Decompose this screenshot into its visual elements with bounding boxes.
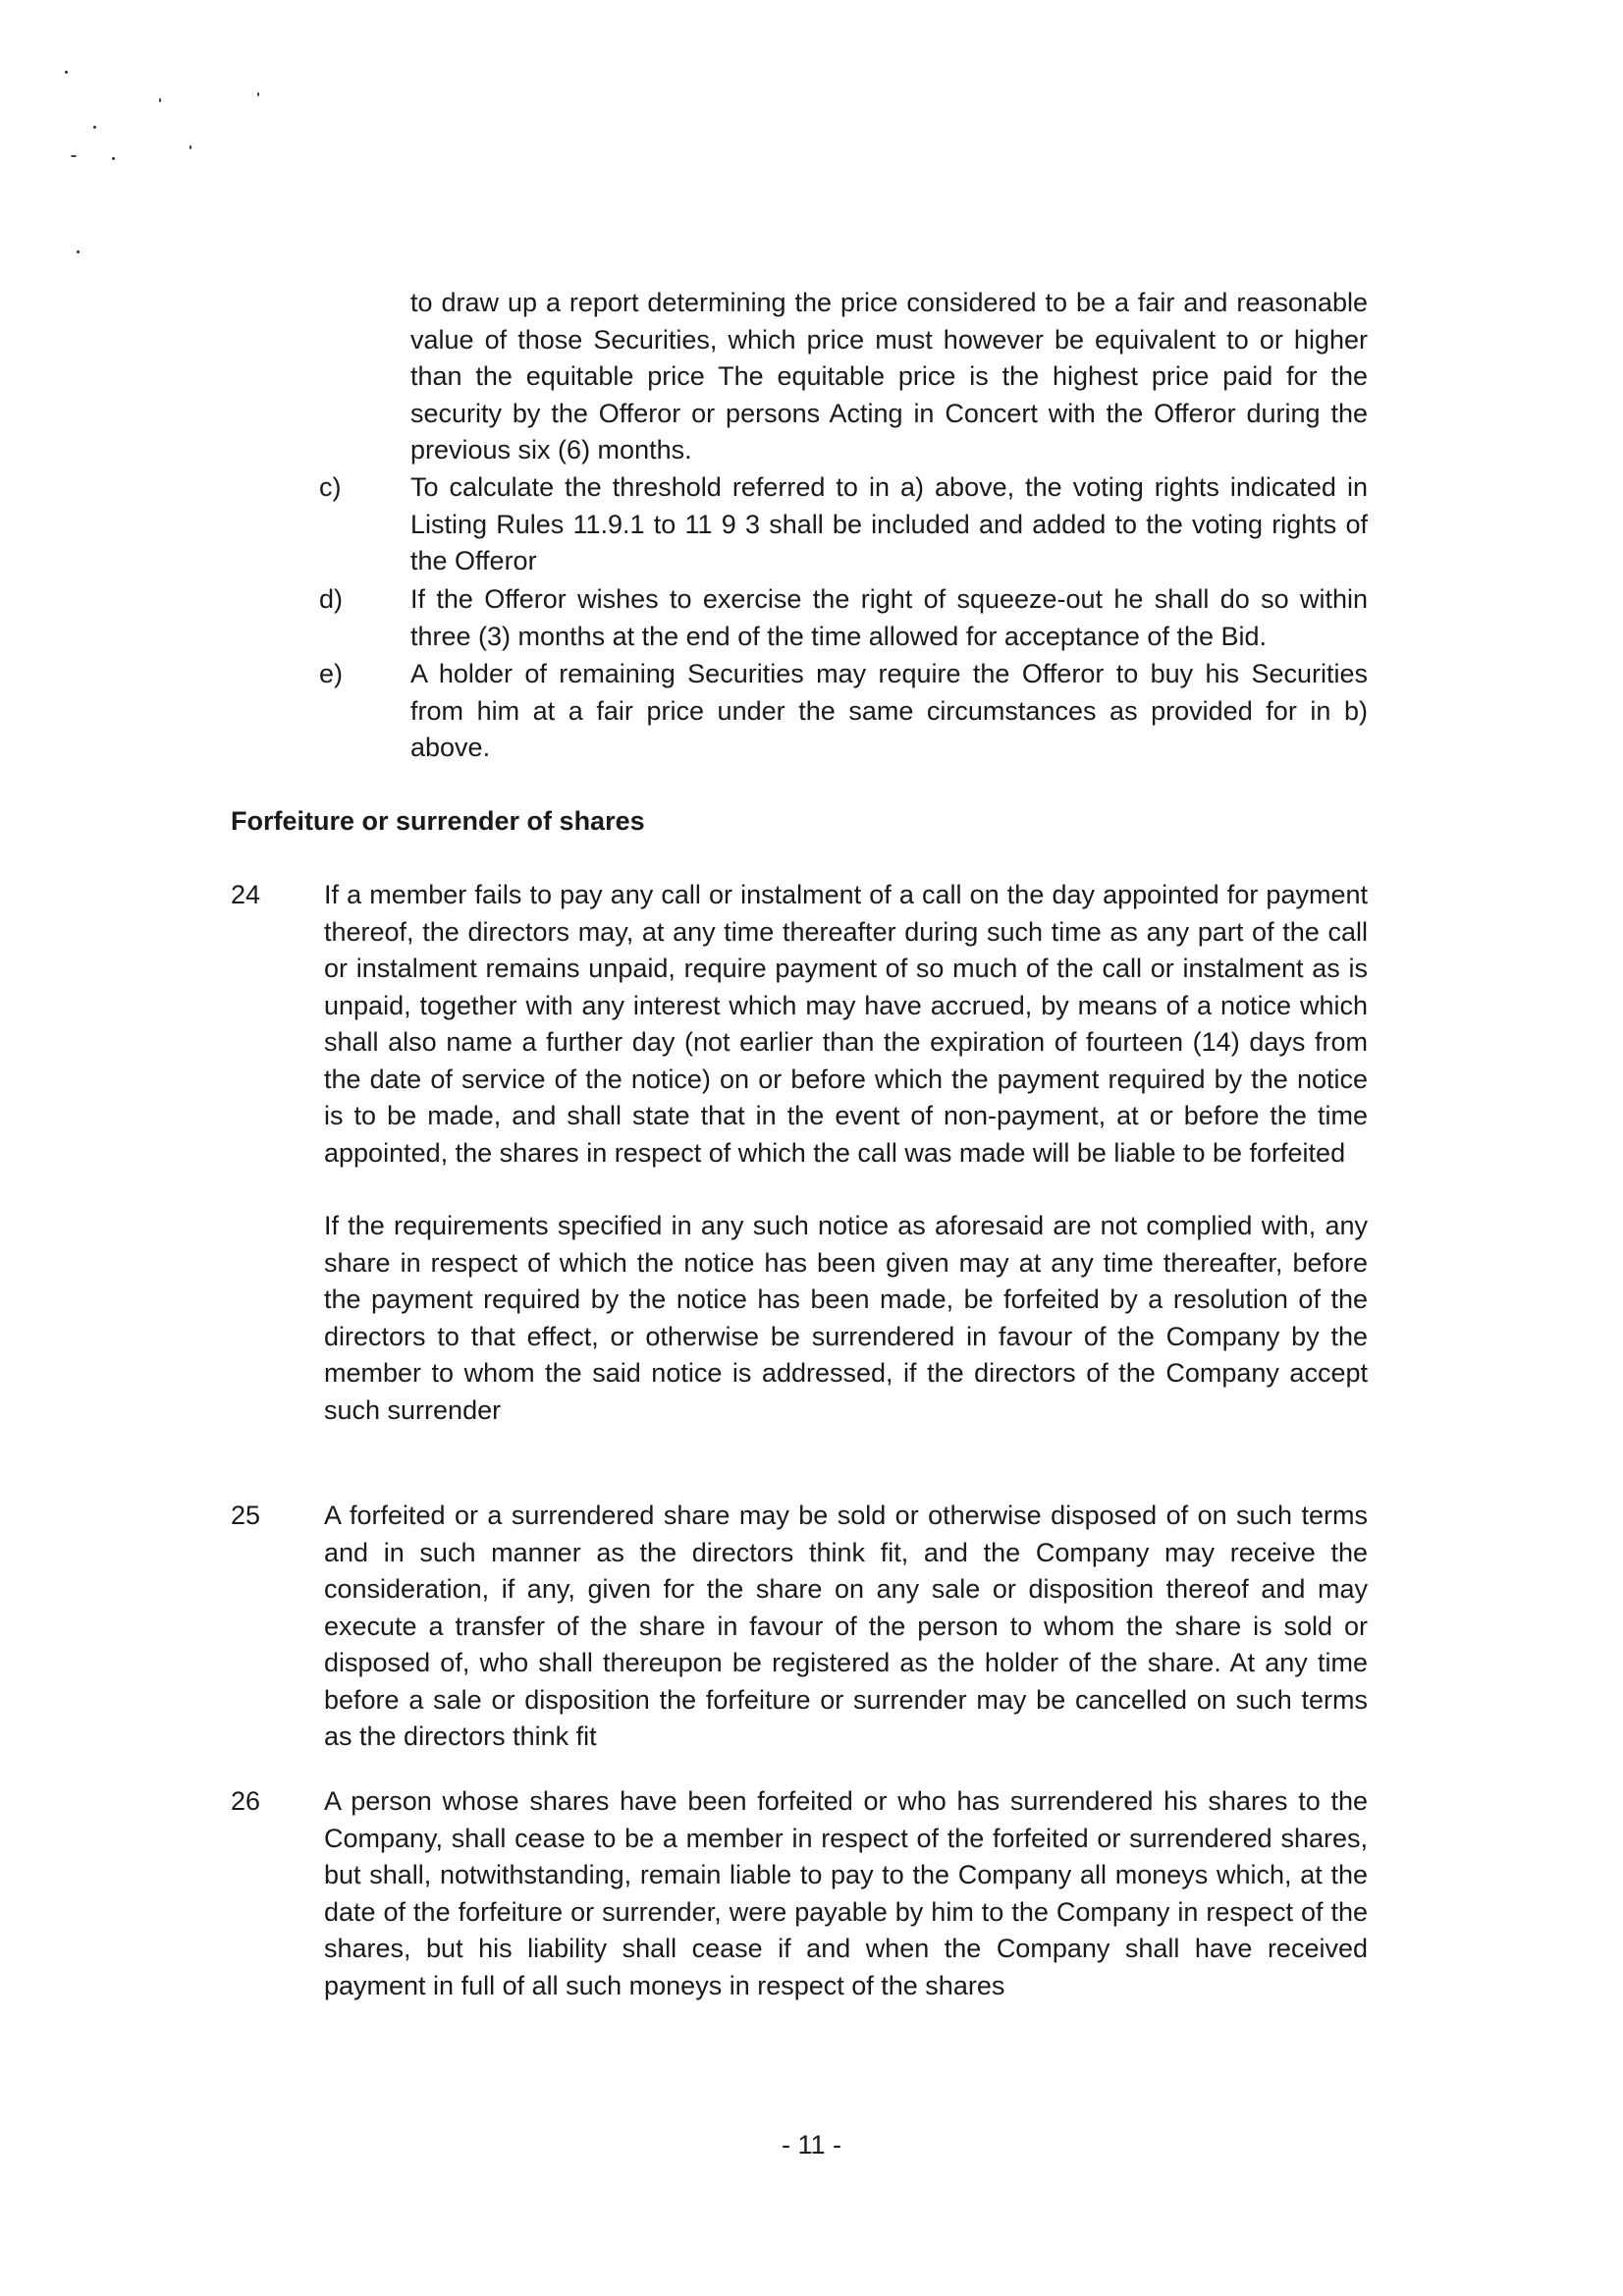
- clause-text: A person whose shares have been forfeited or who has surrendered his shares to the Company, shall cease to be a member in respect of the forfeited or surrendered shares, but shall, notwithstanding, remain liable to pay to the Company all moneys which, at the date of the forfeiture or surrender, were payable by him to the Company in respect of the shares, but his liability shall cease if and when the Company shall have received payment in full of all such moneys in respect of the shares: [324, 1786, 1368, 2000]
- list-item-text: To calculate the threshold referred to in a) above, the voting rights indicated in Listing Rules 11.9.1 to 11 9 3 shall be included and added to the voting rights of the Offeror: [410, 472, 1368, 575]
- clause-text-continued: If the requirements specified in any such notice as aforesaid are not complied with, any share in respect of which the notice has been given may at any time thereafter, before the payment required by the notice has been made, be forfeited by a resolution of the directors to that effect, or otherwise be surrendered in favour of the Company by the member to whom the said notice is addressed, if the directors of the Company accept such surrender: [324, 1211, 1368, 1425]
- list-item-c: [319, 469, 1368, 580]
- list-item-e: [319, 656, 1368, 767]
- clause-text: A forfeited or a surrendered share may be sold or otherwise disposed of on such terms and in such manner as the directors think fit, and the Company may receive the consideration, if any, given for the share on any sale or disposition thereof and may execute a transfer of the share in favour of the person to whom the share is sold or disposed of, who shall thereupon be registered as the holder of the share. At any time before a sale or disposition the forfeiture or surrender may be cancelled on such terms as the directors think fit: [324, 1501, 1368, 1751]
- list-item-text: A holder of remaining Securities may require the Offeror to buy his Securities from him at a fair price under the same circumstances as provided for in b) above.: [410, 659, 1368, 762]
- list-item-label: e): [319, 659, 344, 688]
- clause-text: If a member fails to pay any call or instalment of a call on the day appointed for payment thereof, the directors may, at any time thereafter during such time as any part of the call or instalment remains unpaid, require payment of so much of the call or instalment as is unpaid, together with any interest which may have accrued, by means of a notice which shall also name a further day (not earlier than the expiration of fourteen (14) days from the date of service of the notice) on or before which the payment required by the notice is to be made, and shall state that in the event of non-payment, at or before the time appointed, the shares in respect of which the call was made will be liable to be forfeited: [324, 880, 1368, 1168]
- clause-number: 26: [231, 1786, 261, 1816]
- clause-number: 24: [231, 880, 261, 909]
- list-item-label: c): [319, 472, 342, 502]
- list-item-text: If the Offeror wishes to exercise the right of squeeze-out he shall do so within three (3) months at the end of the time allowed for acceptance of the Bid.: [410, 584, 1368, 651]
- clause-25: [231, 1498, 1368, 1756]
- list-item-d: [319, 581, 1368, 655]
- clause-26: [231, 1783, 1368, 2004]
- section-heading: Forfeiture or surrender of shares: [231, 806, 645, 836]
- clause-number: 25: [231, 1501, 261, 1530]
- continuation-paragraph: to draw up a report determining the price considered to be a fair and reasonable value of those Securities, which price must however be equivalent to or higher than the equitable price The equitable price is the highest price paid for the security by the Offeror or persons Acting in Concert with the Offeror during the previous six (6) months.: [410, 288, 1368, 465]
- clause-24: [231, 877, 1368, 1429]
- page-number: - 11 -: [781, 2130, 841, 2159]
- list-item-label: d): [319, 584, 344, 614]
